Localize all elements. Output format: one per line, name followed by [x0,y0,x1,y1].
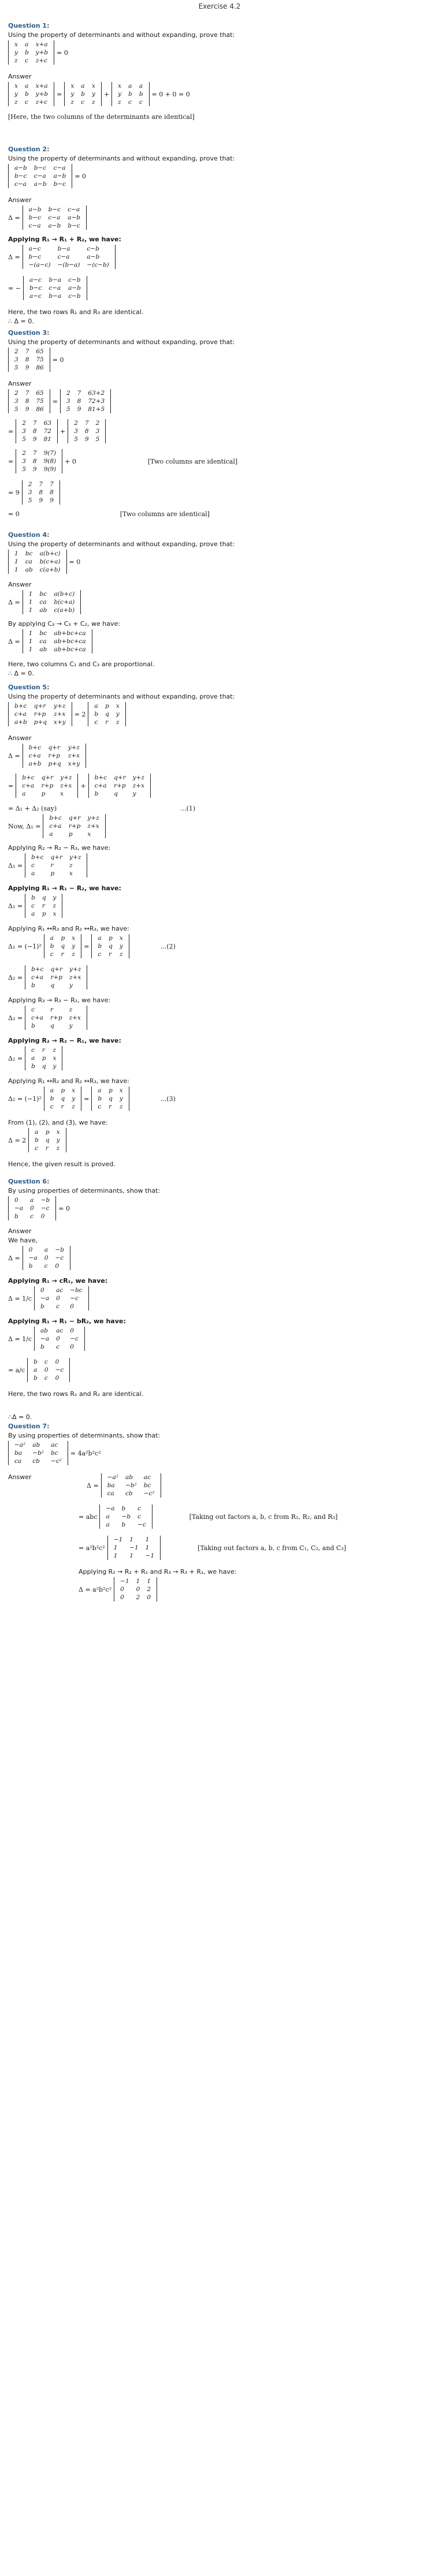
question-5-statement: b+c q+r y+z c+a r+p z+x a+b p+q x+y = 2 a p x b q y c r z [8,702,126,726]
question-6-text: By using properties of determinants, show that: [8,1187,161,1194]
apply-step: Applying R₃ → R₃ − R₂, we have: [8,996,111,1004]
apply-step: Applying R₁ → R₁ − bR₂, we have: [8,1317,126,1325]
question-7-text: By using properties of determinants, show that: [8,1432,161,1439]
question-2-step-2: Δ = a−c b−a c−b b−c c−a a−b −(a−c) −(b−a) −(c−b) [8,245,116,269]
page-title: Exercise 4.2 [198,2,241,10]
question-4-text: Using the property of determinants and without expanding, prove that: [8,540,235,548]
question-6-step-3: Δ = 1/c ab ac 0 −a 0 −c b c 0 [8,1327,85,1351]
note-text: [Taking out factors a, b, c from R₁, R₂, and R₃] [189,1513,338,1521]
question-7-step-4: Δ = a²b²c² −1 1 1 0 0 2 0 2 0 [79,1577,157,1601]
note-text: [Two columns are identical] [147,457,238,465]
note-text: [Taking out factors a, b, c from C₁, C₂, and C₃] [198,1544,347,1552]
question-7-step-3: = a²b²c² −1 1 1 1 −1 1 1 1 −1 [Taking out factors a, b, c from C₁, C₂, and C₃] [79,1536,347,1559]
rhs-text: = 4a²b²c² [70,1449,101,1457]
sum-text: = Δ₁ + Δ₂ (say) [8,805,57,812]
question-2-heading: Question 2: [8,145,50,153]
apply-step: Applying R₁ → R₁ + R₂, we have: [8,236,121,243]
question-5-delta1: Now, Δ₁ = b+c q+r y+z c+a r+p z+x a p x [8,814,106,838]
apply-step: Applying R₂ → R₂ + R₁ and R₃ → R₃ + R₁, we have: [79,1568,237,1576]
question-5-sum [8,805,195,812]
apply-step: Applying R₂ → R₂ − R₁, we have: [8,1037,121,1044]
equation-number: ...(1) [180,805,196,812]
question-5-step-6: Δ₂ = c r z c+a r+p z+x b q y [8,1006,87,1030]
apply-step: Applying R₂ → R₂ − R₃, we have: [8,844,111,852]
question-1-statement: x a x+a y b y+b z c z+c = 0 [8,40,68,65]
answer-label: Answer [8,73,32,80]
chain-text: = 0 + 0 = 0 [151,90,190,98]
question-1-note [8,113,195,121]
apply-step: By applying C₃ → C₃ + C₂, we have: [8,620,120,628]
question-6-heading: Question 6: [8,1178,50,1185]
question-7-step-1: Δ = −a² ab ac ba −b² bc ca cb −c² [87,1473,161,1498]
answer-label: Answer [8,1473,32,1481]
question-7-statement: −a² ab ac ba −b² bc ca cb −c² = 4a²b²c² [8,1441,101,1465]
therefore-text: ∴ Δ = 0. [8,670,34,677]
question-1-heading: Question 1: [8,22,50,29]
equation-number: ...(2) [160,942,176,950]
rhs-text: = 0 [75,172,87,180]
note-text: [Here, the two columns of the determinants are identical] [8,113,195,121]
question-1-text: Using the property of determinants and without expanding, prove that: [8,31,235,39]
from-text: From (1), (2), and (3), we have: [8,1119,108,1126]
answer-label: Answer [8,196,32,204]
conclusion-text: Here, two columns C₁ and C₃ are proportional. [8,660,155,668]
question-3-step-1: 2 7 65 3 8 75 5 9 86 = 2 7 63+2 3 8 72+3 5 9 81+5 [8,389,111,413]
question-5-step-3: Δ₁ = b+c q+r y+z c r z a p x [8,853,87,878]
therefore-text: ∴Δ = 0. [8,1413,32,1421]
we-have-text: We have, [8,1237,38,1244]
now-text: Now, Δ₁ = [8,822,41,830]
question-4-step-2: Δ = 1 bc ab+bc+ca 1 ca ab+bc+ca 1 ab ab+bc+ca [8,629,92,654]
question-3-step-2: = 2 7 63 3 8 72 5 9 81 + 2 7 2 3 8 3 5 9 5 [8,419,106,443]
rhs-text: = 0 [52,356,64,364]
question-5-delta2: Δ₂ = b+c q+r y+z c+a r+p z+x b q y [8,965,87,990]
question-6-statement: 0 a −b −a 0 −c b c 0 = 0 [8,1196,70,1220]
question-1-solution: x a x+a y b y+b z c z+c = x a x y b y z c z + x a a y b b z c c = 0 + 0 = 0 [8,82,190,106]
apply-step: Applying R₁ → R₁ − R₂, we have: [8,884,121,892]
question-3-step-3: = 2 7 9(7) 3 8 9(8) 5 9 9(9) + 0 [Two columns are identical] [8,450,238,473]
question-2-step-1: Δ = a−b b−c c−a b−c c−a a−b c−a a−b b−c [8,206,87,230]
question-4-statement: 1 bc a(b+c) 1 ca b(c+a) 1 ab c(a+b) = 0 [8,550,80,574]
question-3-heading: Question 3: [8,329,50,337]
conclusion-text: Here, the two rows R₁ and R₃ are identical. [8,308,144,316]
answer-label: Answer [8,581,32,588]
question-5-heading: Question 5: [8,684,50,691]
question-7-step-2: = abc −a b c a −b c a b −c [Taking out factors a, b, c from R₁, R₂, and R₃] [79,1505,338,1528]
question-5-step-2: = b+c q+r y+z c+a r+p z+x a p x + b+c q+r y+z c+a r+p z+x b q y [8,774,151,798]
apply-step: Applying R₁ ↔R₂ and R₂ ↔R₃, we have: [8,1077,129,1085]
question-5-step-8: Δ₂ = (−1)² a p x b q y c r z = a p x b q y c r z ...(3) [8,1087,176,1110]
question-3-step-4: = 9 2 7 7 3 8 8 5 9 9 [8,480,60,505]
question-6-step-1: Δ = 0 a −b −a 0 −c b c 0 [8,1246,70,1270]
question-3-final [8,510,210,518]
question-2-statement: a−b b−c c−a b−c c−a a−b c−a a−b b−c = 0 [8,164,86,188]
conclusion-text: Here, the two rows R₁ and R₂ are identical. [8,1390,144,1398]
answer-label: Answer [8,734,32,742]
answer-label: Answer [8,1227,32,1235]
conclusion-text: Hence, the given result is proved. [8,1160,116,1168]
question-3-text: Using the property of determinants and without expanding, prove that: [8,338,235,346]
rhs-text: = 0 [57,48,68,57]
question-2-text: Using the property of determinants and without expanding, prove that: [8,155,235,162]
question-5-step-5: Δ₁ = (−1)² a p x b q y c r z = a p x b q y c r z ...(2) [8,935,176,958]
question-2-step-3: = − a−c b−a c−b b−c c−a a−b a−c b−a c−b [8,276,87,300]
question-3-statement: 2 7 65 3 8 75 5 9 86 = 0 [8,348,64,372]
question-5-final: Δ = 2 a p x b q y c r z [8,1128,66,1152]
apply-step: Applying R₁ ↔R₃ and R₂ ↔R₃, we have: [8,925,129,932]
therefore-text: ∴ Δ = 0. [8,318,34,325]
question-5-step-7: Δ₂ = c r z a p x b q y [8,1046,62,1070]
apply-step: Applying R₁ → cR₁, we have: [8,1277,108,1285]
question-4-step-1: Δ = 1 bc a(b+c) 1 ca b(c+a) 1 ab c(a+b) [8,590,81,614]
final-text: = 0 [8,510,20,518]
question-5-step-1: Δ = b+c q+r y+z c+a r+p z+x a+b p+q x+y [8,744,86,768]
question-4-heading: Question 4: [8,531,50,539]
equation-number: ...(3) [160,1095,176,1103]
note-text: [Two columns are identical] [120,510,210,518]
question-6-step-4: = a/c b c 0 a 0 −c b c 0 [8,1358,70,1382]
question-5-step-4: Δ₁ = b q y c r z a p x [8,894,62,918]
question-7-heading: Question 7: [8,1423,50,1430]
question-6-step-2: Δ = 1/c 0 ac −bc −a 0 −c b c 0 [8,1286,89,1311]
question-5-text: Using the property of determinants and without expanding, prove that: [8,693,235,700]
answer-label: Answer [8,380,32,387]
rhs-text: = 0 [69,558,81,566]
